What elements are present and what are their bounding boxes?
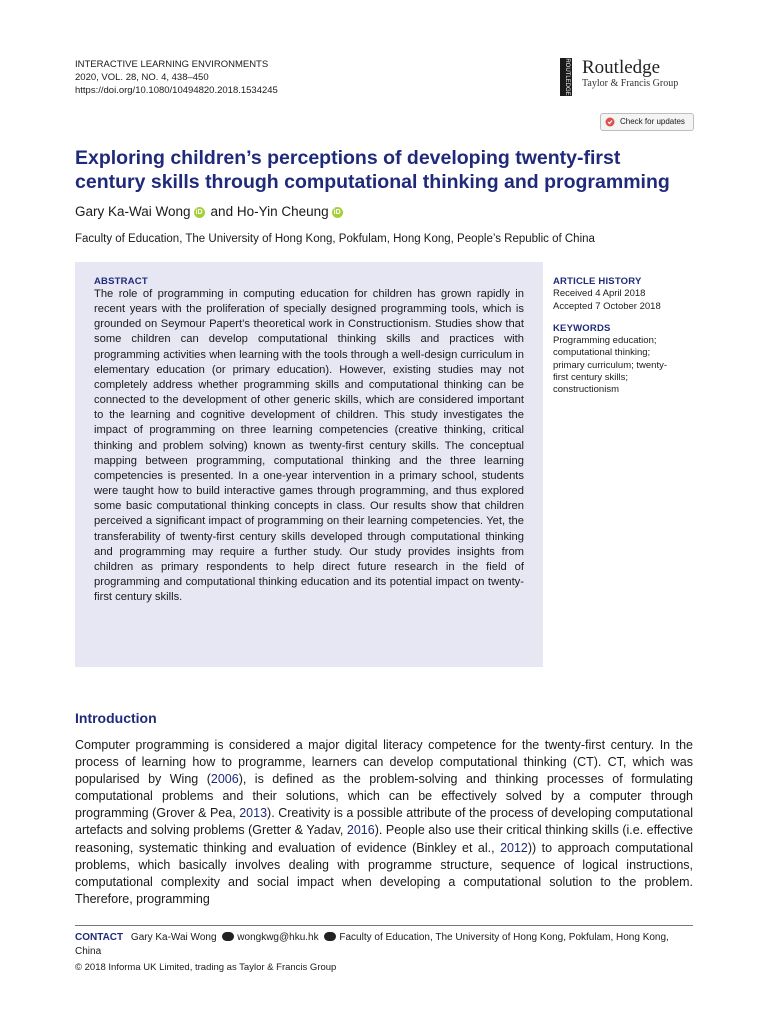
author-line (75, 203, 349, 221)
paragraph-text: Computer programming is considered a major digital literacy competence for the twenty-first century. In the process of learning how to programme, learners can develop computational thinking (CT). CT, which was popularised by Wing ( (75, 738, 693, 787)
crossmark-icon (605, 117, 615, 127)
affiliation: Faculty of Education, The University of Hong Kong, Pokfulam, Hong Kong, People’s Republic of China (75, 233, 595, 245)
contact-name: Gary Ka-Wai Wong (130, 932, 217, 943)
article-history-heading: ARTICLE HISTORY (553, 276, 642, 287)
orcid-icon[interactable]: iD (195, 209, 203, 216)
abstract-heading: ABSTRACT (94, 276, 148, 287)
keyword-item: primary curriculum; twenty- (553, 359, 668, 371)
journal-header (75, 58, 278, 97)
keyword-item: constructionism (553, 384, 619, 396)
paragraph-text: ), is defined as the problem-solving and thinking processes of formulating computational problems and their solutions, which can be effectively solved by a computer through programming (Grover & Pea, (75, 772, 693, 821)
article-metadata (553, 276, 698, 397)
contact-label: CONTACT (75, 932, 124, 943)
paragraph-text: ). People also use their critical thinking skills (i.e. effective reasoning, systematic thinking and evaluation of evidence (Binkley et al., (75, 823, 693, 855)
keyword-item: computational thinking; (553, 347, 651, 359)
contact-email[interactable]: wongkwg@hku.hk (237, 932, 319, 943)
publisher-logo[interactable] (560, 58, 678, 96)
publisher-group: Taylor & Francis Group (582, 78, 679, 89)
abstract-text: The role of programming in computing education for children has grown rapidly in recent years with the proliferation of specially designed programming tools, which is grounded on Seymour Papert’s theoretical work in Constructionism. Studies show that some children can develop computational thinking skills and practices with programming activities when learning with the tools through a well-design curriculum in elementary education (or primary education). However, existing studies may not completely address whether programming skills and computational thinking can be connected to the development of other generic skills, which are considered important to the learning and cognitive development of children. This study investigates the impact of programming on three learning competencies (creative thinking, critical thinking and problem solving) known as twenty-first century skills. The conceptual mapping between programming, computational thinking and the three learning competencies is presented. In a one-year intervention in a primary school, students were taught how to build interactive games through programming, and thus explored some basic computational thinking concepts in class. Our results show that children perceived a significant impact of programming on their learning competencies. Yet, the transferability of twenty-first century skills developed through computational thinking and programming may require a further study. Our study provides insights from children as primary respondents to help direct future research in the field of programming and computational thinking education and its potential impact on twenty-first century skills. (94, 288, 524, 604)
contact-info (75, 931, 693, 959)
citation-link[interactable]: 2006 (210, 772, 239, 787)
citation-link[interactable]: 2013 (239, 806, 268, 821)
abstract-panel (75, 262, 543, 667)
article-title: Exploring children’s perceptions of developing twenty-first century skills through computational thinking and programming (75, 147, 670, 193)
author-name[interactable]: Gary Ka-Wai Wong (75, 204, 191, 219)
paragraph-text: )) to approach computational problems, which basically involves dealing with programme structure, sequence of logical instructions, computational complexity and social impact when developing a computational solution to the problem. Therefore, programming (75, 840, 694, 906)
journal-name: INTERACTIVE LEARNING ENVIRONMENTS (75, 59, 269, 70)
envelope-icon (324, 932, 336, 941)
routledge-logo-icon (560, 58, 572, 96)
received-date: Received 4 April 2018 (553, 288, 646, 300)
introduction-paragraph (75, 737, 693, 908)
check-for-updates-button[interactable] (600, 113, 694, 131)
envelope-icon (222, 932, 234, 941)
author-name[interactable]: Ho-Yin Cheung (236, 204, 329, 219)
svg-text:ROUTLEDGE: ROUTLEDGE (564, 58, 570, 96)
copyright-notice: © 2018 Informa UK Limited, trading as Taylor & Francis Group (75, 962, 337, 973)
publisher-name: Routledge (582, 57, 661, 78)
keywords-heading: KEYWORDS (553, 322, 611, 334)
accepted-date: Accepted 7 October 2018 (553, 300, 661, 312)
paragraph-text: ). Creativity is a possible attribute of the process of developing computational artefacts and solving problems (Gretter & Yadav, (75, 806, 693, 838)
citation-link[interactable]: 2012 (500, 840, 528, 855)
journal-volume: 2020, VOL. 28, NO. 4, 438–450 (75, 72, 209, 83)
citation-link[interactable]: 2016 (346, 823, 375, 838)
keyword-item: Programming education; (553, 335, 657, 347)
check-for-updates-label: Check for updates (620, 117, 685, 126)
doi-link[interactable]: https://doi.org/10.1080/10494820.2018.1534245 (75, 85, 278, 96)
contact-address: Faculty of Education, The University of Hong Kong, Pokfulam, Hong Kong, China (75, 932, 669, 957)
orcid-icon[interactable]: iD (333, 209, 341, 216)
author-conjunction: and (210, 204, 234, 219)
section-heading-introduction: Introduction (75, 710, 157, 726)
footer-divider (75, 925, 693, 926)
keyword-item: first century skills; (553, 372, 628, 384)
